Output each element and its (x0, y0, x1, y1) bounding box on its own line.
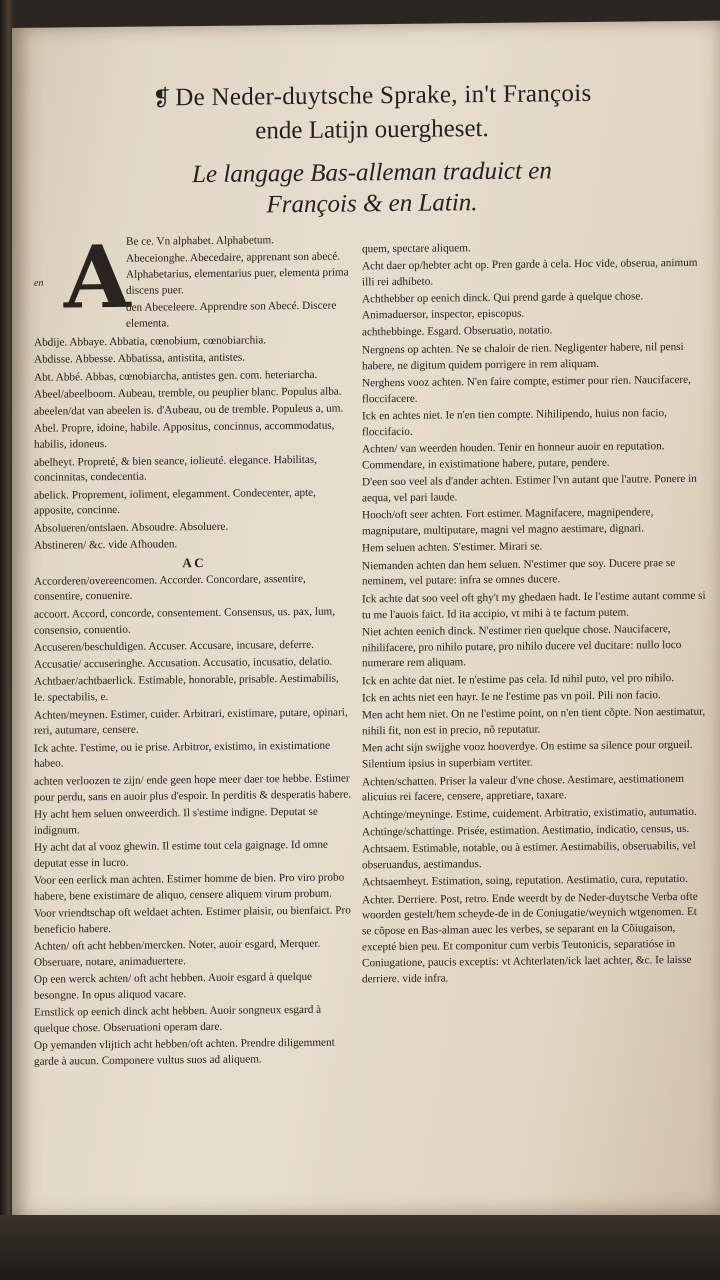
dictionary-entry: Absolueren/ontslaen. Absoudre. Absoluere. (34, 520, 229, 535)
dictionary-entry: Abstineren/ &c. vide Afhouden. (34, 538, 178, 552)
dictionary-entry: abelick. Proprement, ioliment, elegamment. Condecenter, apte, apposite, concinne. (34, 486, 316, 518)
dictionary-entry: Ernstlick op eenich dinck acht hebben. Auoir songneux esgard à quelque chose. Obseruationi operam dare. (34, 1004, 322, 1035)
dictionary-entry: Hy acht dat al vooz ghewin. Il estime tout cela gaignage. Id omne deputat esse in lucro. (34, 838, 328, 870)
dropcap-block (34, 226, 352, 335)
dictionary-entry: Ick en achts niet een hayr. Ie ne l'estime pas vn poil. Pili non facio. (362, 689, 661, 705)
dictionary-entry: Ick achte. I'estime, ou ie prise. Arbitror, existimo, in existimatione habeo. (34, 739, 331, 771)
dictionary-entry: Acht daer op/hebter acht op. Pren garde à cela. Hoc vide, obserua, animum illi rei adhibeto. (362, 257, 698, 289)
dictionary-entry: Abeel/abeelboom. Aubeau, tremble, ou peuplier blanc. Populus alba. (34, 385, 342, 401)
dictionary-entry: Op een werck achten/ oft acht hebben. Auoir esgard à quelque besongne. In opus aliquod vacare. (34, 971, 313, 1002)
dictionary-entry: Abdije. Abbaye. Abbatia, cœnobium, cœnobiarchia. (34, 334, 267, 349)
dictionary-entry: Achtsaemheyt. Estimation, soing, reputation. Aestimatio, cura, reputatio. (362, 873, 688, 889)
dictionary-entry: accoort. Accord, concorde, consentement. Consensus, us. pax, lum, consensio, conuentio. (34, 605, 336, 637)
dictionary-entry: Accuseren/beschuldigen. Accuser. Accusare, incusare, deferre. (34, 638, 314, 654)
dictionary-entry: Niemanden achten dan hem seluen. N'estimer que soy. Ducere prae se neminem, vel putare: infra se omnes ducere. (362, 556, 676, 588)
dropcap-letter: A (64, 226, 131, 329)
dictionary-entry: Abt. Abbé. Abbas, cœnobiarcha, antistes gen. com. heteriarcha. (34, 368, 318, 384)
dictionary-entry: Achten/meynen. Estimer, cuider. Arbitrari, existimare, putare, opinari, reri, autumare, censere. (34, 706, 348, 738)
dictionary-entry: Achtinge/meyninge. Estime, cuidement. Arbitratio, existimatio, autumatio. (362, 805, 697, 821)
dictionary-entry: achten verloozen te zijn/ ende geen hope meer daer toe hebbe. Estimer pour perdu, sans en auoir plus d'espoir. In perditis & desperatis habere. (34, 772, 352, 804)
dictionary-entry: Hem seluen achten. S'estimer. Mirari se. (362, 540, 543, 555)
dictionary-entry: Men acht hem niet. On ne l'estime point, on n'en tient cõpte. Non aestimatur, nihili fit, non est in precio, nõ reputatur. (362, 706, 706, 738)
dictionary-entry: Nergnens op achten. Ne se chaloir de rien. Negligenter habere, nil pensi habere, ne digitum quidem porrigere in rem aliquam. (362, 340, 684, 372)
french-title-line1: Le langage Bas-alleman traduict en (192, 157, 552, 189)
dictionary-entry: Achten/ oft acht hebben/mercken. Noter, auoir esgard, Merquer. Obseruare, notare, animaduertere. (34, 937, 321, 969)
dictionary-entry: Ick en achte dat niet. Ie n'estime pas cela. Id nihil puto, vel pro nihilo. (362, 671, 675, 688)
dictionary-entry: Achthebber op eenich dinck. Qui prend garde à quelque chose. Animaduersor, inspector, episcopus. (362, 290, 644, 322)
dictionary-entry: Hooch/oft seer achten. Fort estimer. Magnifacere, magnipendere, magniputare, multiputare, magni vel magno aestimare, dignari. (362, 506, 654, 538)
dictionary-entry: Achten/schatten. Priser la valeur d'vne chose. Aestimare, aestimationem alicuius rei facere, censere, appretiare, taxare. (362, 772, 684, 804)
dictionary-entry: Ick achte dat soo veel oft ghy't my ghedaen hadt. Ie l'estime autant comme si tu me l'auois faict. Id ita accipio, vt mihi à te factum putem. (362, 589, 706, 621)
entries-ac-list (34, 571, 352, 1071)
dictionary-entry: abeelen/dat van abeelen is. d'Aubeau, ou de tremble. Populeus a, um. (34, 402, 344, 418)
dictionary-entry: Accorderen/overeencomen. Accorder. Concordare, assentire, consentire, conuenire. (34, 572, 306, 604)
dictionary-entry: den Abeceleere. Apprendre son Abecé. Discere elementa. (126, 299, 337, 330)
dictionary-entry: Ick en achtes niet. Ie n'en tien compte. Nihilipendo, huius non facio, floccifacio. (362, 407, 667, 439)
dictionary-entry: Accusatie/ accuseringhe. Accusation. Accusatio, incusatio, delatio. (34, 655, 333, 671)
side-label: en (34, 277, 44, 289)
dictionary-entry: Men acht sijn swijghe vooz hooverdye. On estime sa silence pour orgueil. Silentium ipsius in superbiam vertiter. (362, 739, 693, 771)
book-page (12, 21, 720, 1228)
dictionary-entry: Abeceionghe. Abecedaire, apprenant son abecé. Alphabetarius, elementarius puer, elementa prima discens puer. (126, 250, 349, 297)
right-column (362, 239, 707, 989)
dictionary-entry: abelheyt. Propreté, & bien seance, iolieuté. elegance. Habilitas, concinnitas, condecentia. (34, 453, 317, 485)
intro-entries (126, 232, 352, 334)
dictionary-entry: achthebbinge. Esgard. Obseruatio, notatio. (362, 324, 553, 339)
french-title-line2: François & en Latin. (266, 189, 478, 219)
dictionary-entry: Abel. Propre, idoine, habile. Appositus, concinnus, accommodatus, habilis, idoneus. (34, 420, 335, 452)
dictionary-entry: Niet achten eenich dinck. N'estimer rien quelque chose. Naucifacere, nihilifacere, pro nihilo putare, pro nihilo ducere vel ducitare: nullo loco numerare rem aliquam. (362, 622, 682, 670)
dictionary-entry: Be ce. Vn alphabet. Alphabetum. (126, 234, 274, 248)
dictionary-entry: quem, spectare aliquem. (362, 242, 471, 256)
dutch-title-line2: ende Latijn ouergheset. (255, 115, 489, 145)
dictionary-entry: Achtsaem. Estimable, notable, ou à estimer. Aestimabilis, obseruabilis, vel obseruandus, aestimandus. (362, 840, 696, 872)
dictionary-entry: D'een soo veel als d'ander achten. Estimer l'vn autant que l'autre. Ponere in aequa, vel pari laude. (362, 472, 697, 505)
dictionary-entry: Achten/ van weerden houden. Tenir en honneur auoir en reputation. Commendare, in existimatione habere, putare, pendere. (362, 440, 665, 472)
dictionary-entry: Achtbaer/achtbaerlick. Estimable, honorable, prisable. Aestimabilis, le. spectabilis, e. (34, 673, 339, 705)
dictionary-entry: Abdisse. Abbesse. Abbatissa, antistita, antistes. (34, 351, 245, 367)
dictionary-entry: Voor vriendtschap oft weldaet achten. Estimer plaisir, ou bienfaict. Pro beneficio habere. (34, 904, 351, 936)
dutch-title-line1: ❡ De Neder-duytsche Sprake, in't François (152, 79, 592, 112)
dictionary-entry: Achter. Derriere. Post, retro. Ende weerdt by de Neder-duytsche Verba ofte woorden gestelt/hem scheyde-de in de Coniugatie/weynich wtgenomen. Et se cõpose en Bas-alman auec les verbes, se separant en la Cõiugaison, excepté bien peu. Et componitur cum verbis Teutonicis, separatióse in Coniugatione, paucis exceptis: vt Achterlaten/ick laet achter, &c. Ie laisse derriere. vide infra. (362, 890, 698, 985)
entries-a-list (34, 332, 352, 554)
dictionary-entry: Nerghens vooz achten. N'en faire compte, estimer pour rien. Naucifacere, floccifacere. (362, 373, 691, 406)
left-column (34, 226, 352, 1072)
pilcrow-icon: ❡ (152, 85, 172, 111)
letter-section-heading: A C (182, 554, 204, 571)
dictionary-entry: Voor een eerlick man achten. Estimer homme de bien. Pro viro probo habere, bene existimare de aliquo, censere aliquem virum probum. (34, 871, 345, 903)
dictionary-entry: Op yemanden vlijtich acht hebben/oft achten. Prendre diligemment garde à aucun. Componere vultus suos ad aliquem. (34, 1037, 335, 1069)
page-bottom-shadow (0, 1215, 720, 1280)
dictionary-entry: Hy acht hem seluen onweerdich. Il s'estime indigne. Deputat se indignum. (34, 805, 318, 837)
dictionary-entry: Achtinge/schattinge. Prisée, estimation. Aestimatio, indicatio, census, us. (362, 822, 690, 839)
